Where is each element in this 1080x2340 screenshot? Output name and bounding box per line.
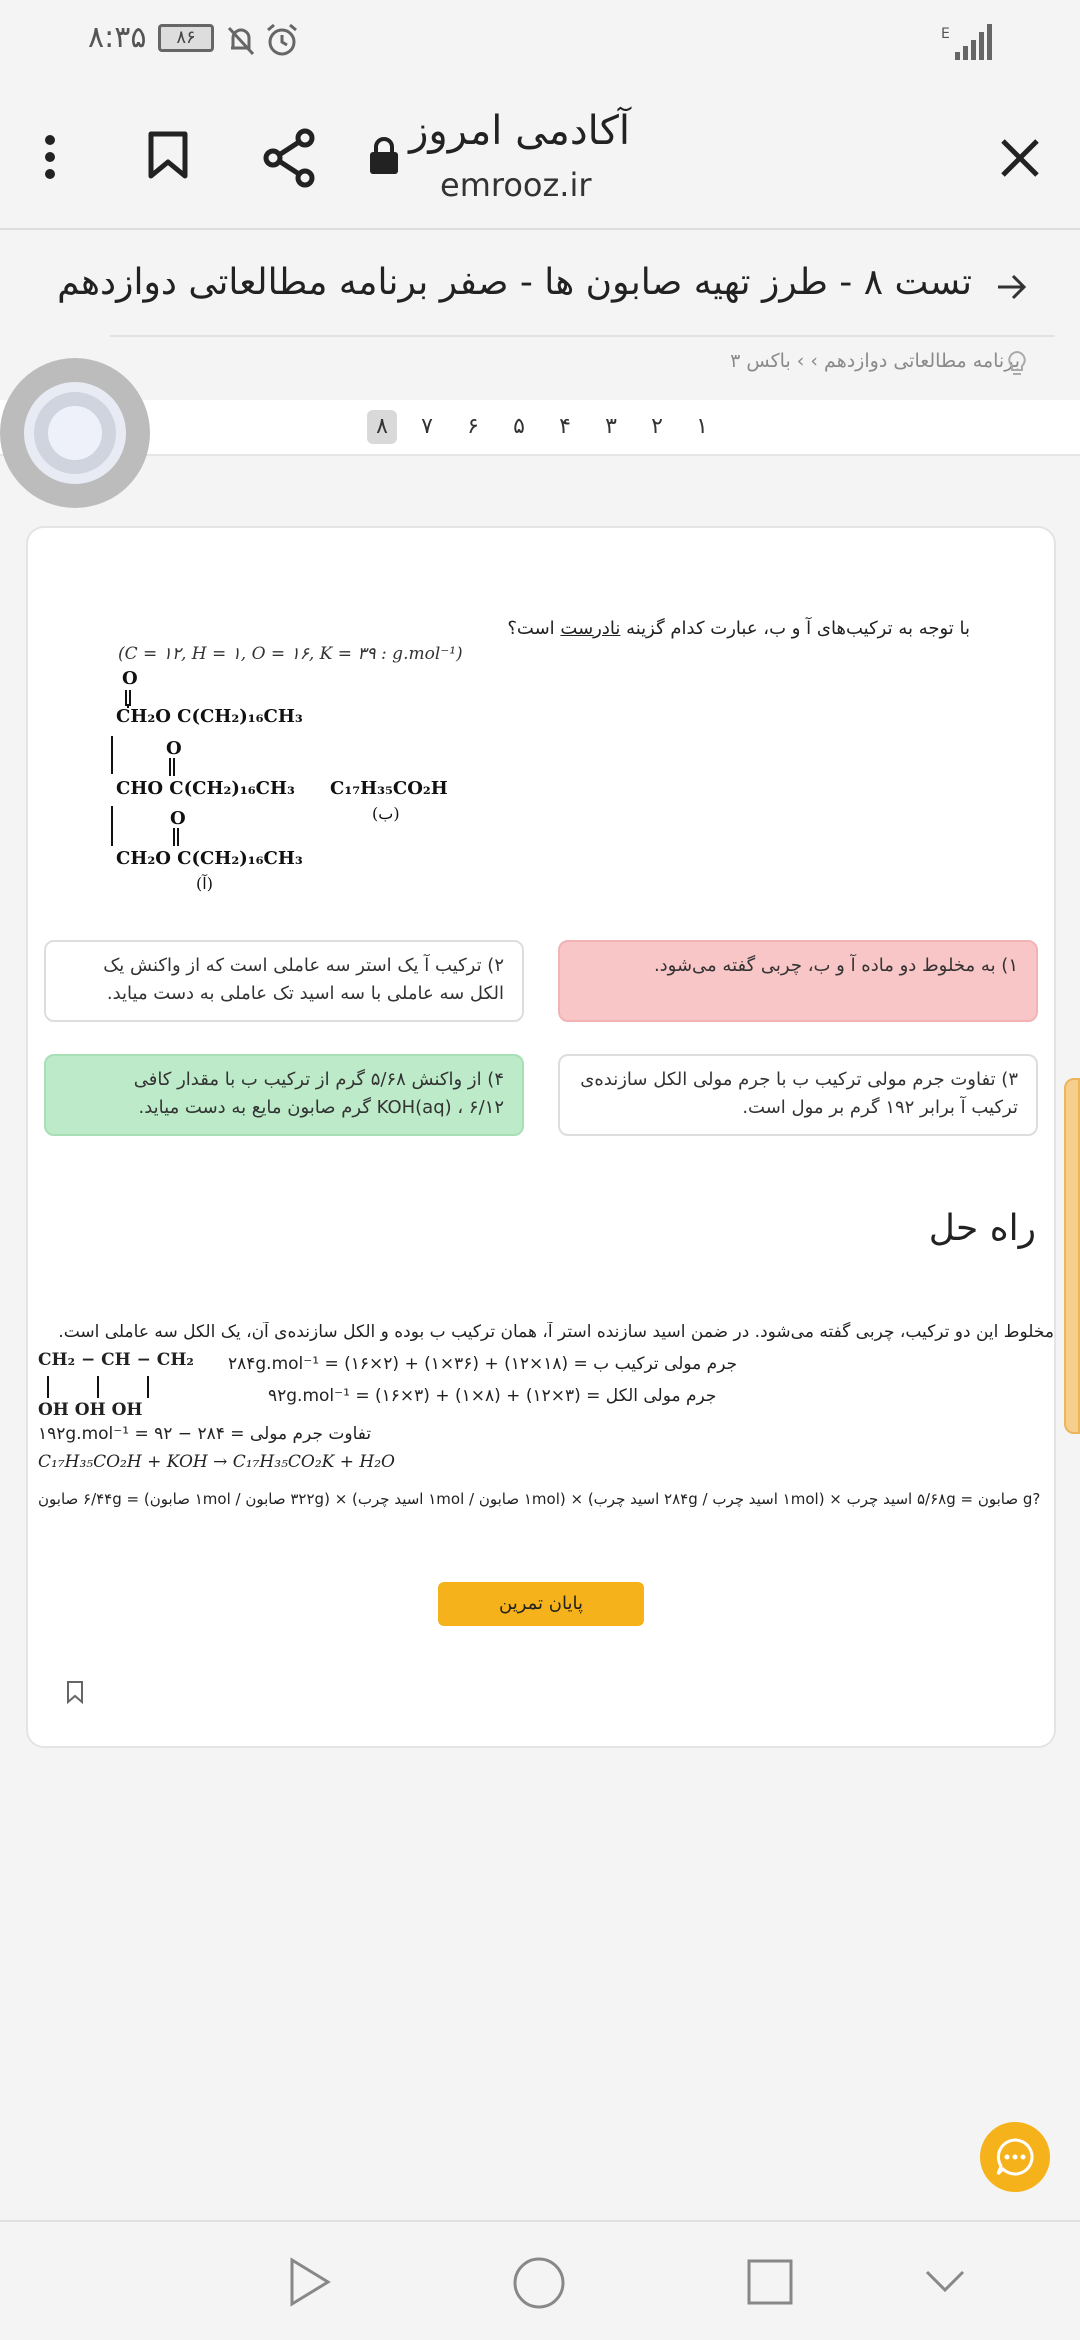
breadcrumb[interactable]: برنامه مطالعاتی دوازدهم › › باکس ۳ <box>730 350 1020 372</box>
compound-a-row1: CH₂O C(CH₂)₁₆CH₃ <box>116 706 303 727</box>
question-tab[interactable]: ۳ <box>605 414 617 439</box>
share-icon[interactable] <box>262 128 316 188</box>
question-tab[interactable]: ۷ <box>421 414 433 439</box>
network-type: E <box>941 26 950 42</box>
oxygen-label: O <box>122 668 138 689</box>
lock-icon <box>368 136 400 176</box>
glycerol-top: CH₂ − CH − CH₂ <box>38 1350 194 1370</box>
question-underlined: نادرست <box>560 618 621 639</box>
oxygen-label: O <box>170 808 186 829</box>
status-time: ۸:۳۵ <box>88 20 147 55</box>
play-icon[interactable] <box>288 2256 332 2308</box>
glycerol-bonds <box>42 1374 162 1400</box>
status-bar <box>0 0 1080 84</box>
solution-line-2: جرم مولی ترکیب ب = (۱۸×۱۲) + (۳۶×۱) + (۲×۱۶) = ۲۸۴g.mol⁻¹ <box>228 1354 738 1374</box>
compound-a-row2: CHO C(CH₂)₁₆CH₃ <box>116 778 295 799</box>
option-3[interactable]: ۳) تفاوت جرم مولی ترکیب ب با جرم مولی الکل سازنده‌ی ترکیب آ برابر ۱۹۲ گرم بر مول است. <box>558 1054 1038 1136</box>
option-2[interactable]: ۲) ترکیب آ یک استر سه عاملی است که از واکنش یک الکل سه عاملی با سه اسید تک عاملی به دست میاید. <box>44 940 524 1022</box>
question-suffix: است؟ <box>507 618 561 639</box>
question-tab[interactable]: ۶ <box>467 414 479 439</box>
browser-toolbar <box>0 84 1080 230</box>
question-tab[interactable]: ۵ <box>513 414 525 439</box>
alarm-icon <box>264 22 300 58</box>
lightbulb-icon <box>1006 350 1028 378</box>
side-drawer-tab[interactable] <box>1064 1078 1080 1434</box>
finish-exercise-button[interactable]: پایان تمرین <box>438 1582 644 1626</box>
solution-title: راه حل <box>928 1208 1036 1249</box>
compound-a-label: (آ) <box>196 874 213 893</box>
site-title: آکادمی امروز <box>409 108 630 154</box>
question-tab[interactable]: ۲ <box>651 414 663 439</box>
system-nav-bar <box>0 2220 1080 2340</box>
chat-icon <box>994 2136 1036 2178</box>
arrow-right-icon[interactable] <box>996 272 1028 302</box>
home-icon[interactable] <box>512 2256 566 2310</box>
signal-icon <box>935 22 995 62</box>
site-url: emrooz.ir <box>440 166 592 204</box>
divider <box>110 335 1055 337</box>
compound-b-label: (ب) <box>372 804 400 823</box>
option-4[interactable]: ۴) از واکنش ۵/۶۸ گرم از ترکیب ب با مقدار کافی KOH(aq) ، ۶/۱۲ گرم صابون مایع به دست میاید. <box>44 1054 524 1136</box>
compound-a-row3: CH₂O C(CH₂)₁₆CH₃ <box>116 848 303 869</box>
question-text <box>507 618 970 639</box>
solution-line-1: مخلوط این دو ترکیب، چربی گفته می‌شود. در ضمن اسید سازنده استر آ، همان ترکیب ب بوده و الکل سازنده‌ی آن، یک الکل سه عاملی است. <box>58 1322 1054 1342</box>
structure-bonds <box>108 688 248 868</box>
more-options-icon[interactable] <box>40 132 60 182</box>
solution-line-3: جرم مولی الکل = (۳×۱۲) + (۸×۱) + (۳×۱۶) = ۹۲g.mol⁻¹ <box>268 1386 717 1406</box>
solution-reaction: C₁₇H₃₅CO₂H + KOH → C₁₇H₃₅CO₂K + H₂O <box>38 1452 395 1472</box>
chevron-down-icon[interactable] <box>924 2268 966 2296</box>
question-prefix: با توجه به ترکیب‌های آ و ب، عبارت کدام گزینه <box>620 618 970 639</box>
close-icon[interactable] <box>998 136 1042 180</box>
question-tab-active[interactable]: ۸ <box>367 410 397 444</box>
floating-assist-bubble[interactable] <box>0 358 150 508</box>
question-card <box>26 526 1056 1748</box>
page-title: تست ۸ - طرز تهیه صابون ها - صفر برنامه مطالعاتی دوازدهم <box>57 262 972 303</box>
question-tab[interactable]: ۴ <box>559 414 571 439</box>
glycerol-bottom: OH OH OH <box>38 1400 143 1420</box>
battery-icon: ۸۶ <box>158 24 214 52</box>
recents-icon[interactable] <box>746 2258 794 2306</box>
question-tab[interactable]: ۱ <box>696 414 708 439</box>
oxygen-label: O <box>166 738 182 759</box>
compound-b: C₁₇H₃₅CO₂H <box>330 778 448 799</box>
question-number-bar <box>0 400 1080 456</box>
solution-calculation: ?g صابون = ۵/۶۸g اسید چرب × (۱mol اسید چرب / ۲۸۴g اسید چرب) × (۱mol صابون / ۱mol اسید چرب) × (۳۲۲g صابون / ۱mol صابون) = ۶/۴۴g صابون <box>38 1490 1041 1508</box>
solution-line-4: تفاوت جرم مولی = ۲۸۴ − ۹۲ = ۱۹۲g.mol⁻¹ <box>38 1424 372 1444</box>
bookmark-icon[interactable] <box>146 130 190 182</box>
bookmark-icon[interactable] <box>66 1680 84 1704</box>
chat-button[interactable] <box>980 2122 1050 2192</box>
molar-masses: (C = ۱۲, H = ۱, O = ۱۶, K = ۳۹ : g.mol⁻¹) <box>118 644 463 664</box>
option-1[interactable]: ۱) به مخلوط دو ماده آ و ب، چربی گفته می‌شود. <box>558 940 1038 1022</box>
mute-icon <box>226 24 256 56</box>
